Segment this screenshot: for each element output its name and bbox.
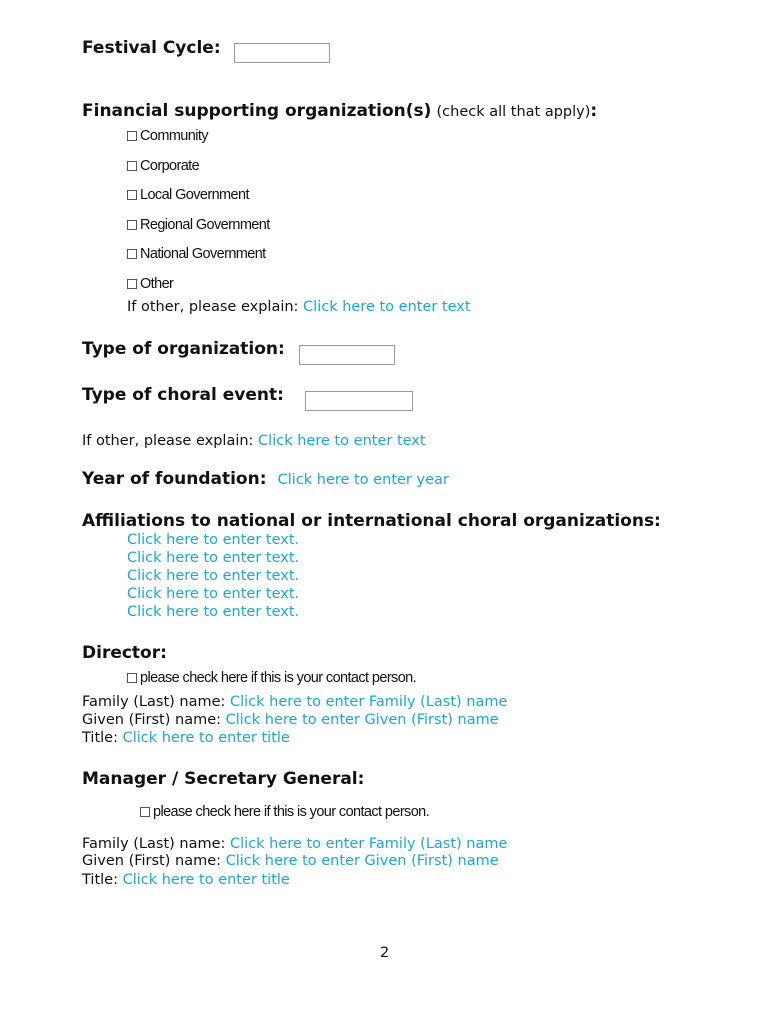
type-event-other-link[interactable]: Click here to enter text	[258, 433, 426, 449]
director-contact-label: please check here if this is your contact person.	[140, 670, 417, 686]
type-event-other-row	[82, 433, 426, 449]
director-label: Director:	[82, 643, 167, 663]
checkbox-icon[interactable]	[127, 220, 137, 230]
manager-title-row	[82, 872, 290, 888]
year-label: Year of foundation:	[82, 469, 267, 489]
director-given-link[interactable]: Click here to enter Given (First) name	[225, 712, 499, 728]
financial-heading	[82, 101, 597, 121]
type-event-field[interactable]	[305, 391, 413, 411]
festival-cycle-field[interactable]	[234, 43, 330, 63]
option-label: National Government	[140, 246, 266, 262]
director-given-label: Given (First) name:	[82, 712, 222, 728]
checkbox-icon[interactable]	[127, 131, 137, 141]
page-number: 2	[380, 945, 390, 961]
type-org-label: Type of organization:	[82, 339, 285, 359]
director-given-row	[82, 712, 499, 728]
manager-given-label: Given (First) name:	[82, 853, 222, 869]
checkbox-icon[interactable]	[127, 673, 137, 683]
manager-given-row	[82, 853, 499, 869]
financial-other-label: If other, please explain:	[127, 299, 299, 315]
financial-other-link[interactable]: Click here to enter text	[303, 299, 471, 315]
option-label: Local Government	[140, 187, 249, 203]
checkbox-icon[interactable]	[127, 190, 137, 200]
option-label: Community	[140, 128, 208, 144]
type-org-field[interactable]	[299, 345, 395, 365]
checkbox-icon[interactable]	[140, 807, 150, 817]
checkbox-icon[interactable]	[127, 249, 137, 259]
manager-family-label: Family (Last) name:	[82, 836, 226, 852]
option-local-government[interactable]	[127, 187, 249, 203]
festival-cycle-label: Festival Cycle:	[82, 38, 221, 58]
director-family-row	[82, 694, 507, 710]
type-event-other-label: If other, please explain:	[82, 433, 254, 449]
manager-family-link[interactable]: Click here to enter Family (Last) name	[230, 836, 508, 852]
affiliation-link-5[interactable]: Click here to enter text.	[127, 604, 300, 620]
checkbox-icon[interactable]	[127, 161, 137, 171]
director-title-label: Title:	[82, 730, 118, 746]
option-regional-government[interactable]	[127, 217, 270, 233]
year-link[interactable]: Click here to enter year	[277, 472, 449, 488]
checkbox-icon[interactable]	[127, 279, 137, 289]
affiliation-link-2[interactable]: Click here to enter text.	[127, 550, 300, 566]
affiliation-link-1[interactable]: Click here to enter text.	[127, 532, 300, 548]
option-label: Corporate	[140, 158, 200, 174]
type-event-label: Type of choral event:	[82, 385, 284, 405]
manager-contact-option[interactable]	[140, 804, 429, 820]
option-national-government[interactable]	[127, 246, 266, 262]
option-label: Other	[140, 276, 174, 292]
manager-title-link[interactable]: Click here to enter title	[122, 872, 290, 888]
year-row	[82, 469, 449, 489]
option-label: Regional Government	[140, 217, 270, 233]
director-contact-option[interactable]	[127, 670, 416, 686]
financial-colon: :	[590, 101, 598, 121]
affiliations-label: Affiliations to national or international choral organizations:	[82, 511, 661, 531]
manager-given-link[interactable]: Click here to enter Given (First) name	[225, 853, 499, 869]
financial-note: (check all that apply)	[436, 104, 591, 120]
option-other[interactable]	[127, 276, 173, 292]
director-family-link[interactable]: Click here to enter Family (Last) name	[230, 694, 508, 710]
manager-contact-label: please check here if this is your contact person.	[153, 804, 430, 820]
director-family-label: Family (Last) name:	[82, 694, 226, 710]
option-corporate[interactable]	[127, 158, 199, 174]
financial-label: Financial supporting organization(s)	[82, 101, 432, 121]
director-title-link[interactable]: Click here to enter title	[122, 730, 290, 746]
manager-family-row	[82, 836, 507, 852]
affiliation-link-3[interactable]: Click here to enter text.	[127, 568, 300, 584]
financial-other-row	[127, 299, 471, 315]
manager-title-label: Title:	[82, 872, 118, 888]
affiliation-link-4[interactable]: Click here to enter text.	[127, 586, 300, 602]
manager-label: Manager / Secretary General:	[82, 769, 365, 789]
director-title-row	[82, 730, 290, 746]
option-community[interactable]	[127, 128, 208, 144]
